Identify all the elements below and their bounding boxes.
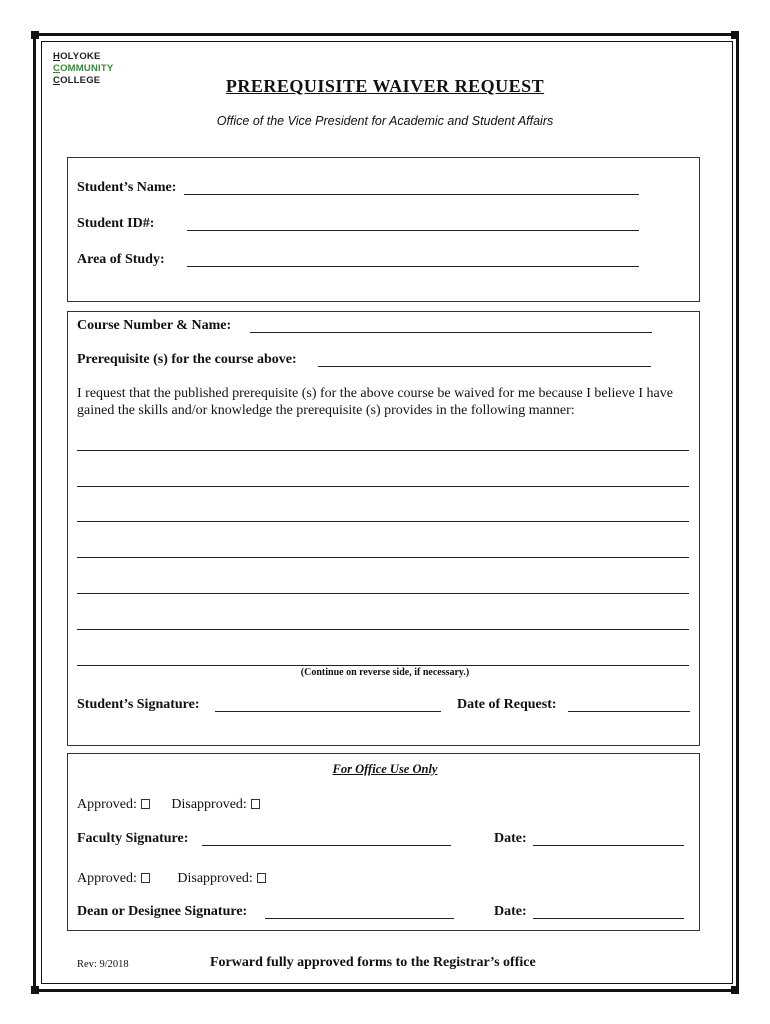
explanation-line[interactable] [77, 593, 689, 594]
corner-mark [31, 986, 39, 994]
dean-date-field[interactable] [533, 918, 684, 919]
approved-checkbox[interactable] [141, 799, 150, 809]
office-use-heading: For Office Use Only [332, 762, 438, 776]
student-name-label: Student’s Name: [77, 180, 177, 195]
student-signature-label: Student’s Signature: [77, 697, 200, 712]
faculty-date-field[interactable] [533, 845, 684, 846]
course-field[interactable] [250, 332, 652, 333]
faculty-signature-field[interactable] [202, 845, 451, 846]
dean-approval-row [77, 871, 266, 887]
dean-signature-label: Dean or Designee Signature: [77, 904, 248, 919]
explanation-line[interactable] [77, 629, 689, 630]
course-request-section [67, 311, 700, 746]
dean-signature-field[interactable] [265, 918, 454, 919]
faculty-approval-row [77, 797, 260, 813]
explanation-line[interactable] [77, 450, 689, 451]
form-subtitle: Office of the Vice President for Academic and Student Affairs [216, 114, 554, 128]
forward-instruction: Forward fully approved forms to the Registrar’s office [210, 955, 536, 970]
approved-label: Approved: [77, 797, 137, 812]
continue-note: (Continue on reverse side, if necessary.) [300, 667, 470, 678]
disapproved-label: Disapproved: [171, 797, 247, 812]
disapproved-checkbox[interactable] [251, 799, 260, 809]
date-of-request-label: Date of Request: [457, 697, 557, 712]
corner-mark [731, 31, 739, 39]
course-label: Course Number & Name: [77, 318, 232, 333]
college-logo: HOLYOKE COMMUNITY COLLEGE [53, 51, 114, 86]
request-statement: I request that the published prerequisite (s) for the above course be waived for me because I believe I have gained the skills and/or knowledge the prerequisite (s) provides in the following manner: [77, 386, 673, 418]
corner-mark [731, 986, 739, 994]
student-id-field[interactable] [187, 230, 639, 231]
approved-label: Approved: [77, 871, 137, 886]
revision-date: Rev: 9/2018 [77, 959, 129, 970]
faculty-signature-label: Faculty Signature: [77, 831, 189, 846]
approved-checkbox[interactable] [141, 873, 150, 883]
prerequisite-label: Prerequisite (s) for the course above: [77, 352, 297, 367]
explanation-line[interactable] [77, 486, 689, 487]
explanation-line[interactable] [77, 557, 689, 558]
date-of-request-field[interactable] [568, 711, 690, 712]
form-title: PREREQUISITE WAIVER REQUEST [225, 76, 545, 96]
disapproved-checkbox[interactable] [257, 873, 266, 883]
area-of-study-label: Area of Study: [77, 252, 165, 267]
corner-mark [31, 31, 39, 39]
explanation-line[interactable] [77, 665, 689, 666]
disapproved-label: Disapproved: [177, 871, 253, 886]
student-id-label: Student ID#: [77, 216, 155, 231]
prerequisite-field[interactable] [318, 366, 651, 367]
student-name-field[interactable] [184, 194, 639, 195]
area-of-study-field[interactable] [187, 266, 639, 267]
student-signature-field[interactable] [215, 711, 441, 712]
explanation-line[interactable] [77, 521, 689, 522]
dean-date-label: Date: [494, 904, 527, 919]
faculty-date-label: Date: [494, 831, 527, 846]
